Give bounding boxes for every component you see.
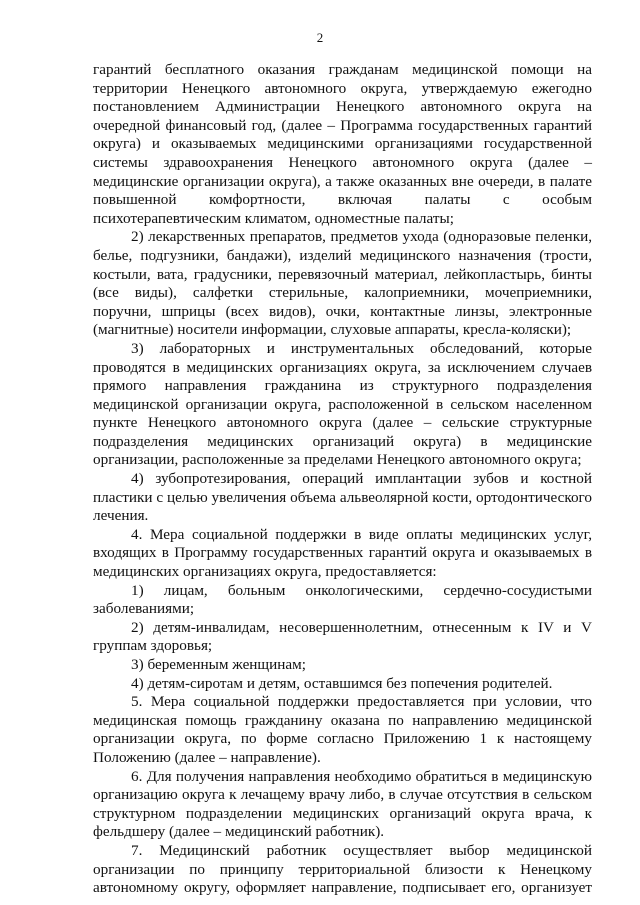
document-body — [93, 61, 592, 898]
paragraph-6: 1) лицам, больным онкологическими, сердечно-сосудистыми заболеваниями; — [93, 581, 592, 618]
paragraph-1: гарантий бесплатного оказания гражданам медицинской помощи на территории Ненецкого автономного округа, утверждаемую ежегодно постановлением Администрации Ненецкого автономного округа на очередной финансовый год, (далее – Программа государственных гарантий округа) и оказываемых медицинскими организациями государственной системы здравоохранения Ненецкого автономного округа (далее – медицинские организации округа), а также оказанных вне очереди, в палате повышенной комфортности, включая палаты с особым психотерапевтическим климатом, одноместные палаты; — [93, 61, 592, 227]
paragraph-2: 2) лекарственных препаратов, предметов ухода (одноразовые пеленки, белье, подгузники, бандажи), изделий медицинского назначения (трости, костыли, вата, градусники, перевязочный материал, лейкопластырь, бинты (все виды), салфетки стерильные, калоприемники, мочеприемники, поручни, шприцы (всех видов), очки, контактные линзы, электронные (магнитные) носители информации, слуховые аппараты, кресла-коляски); — [93, 228, 592, 339]
page-number: 2 — [316, 30, 324, 45]
paragraph-3: 3) лабораторных и инструментальных обследований, которые проводятся в медицинских организациях округа, за исключением случаев прямого направления гражданина из структурного подразделения медицинской организации округа, расположенной в сельском населенном пункте Ненецкого автономного округа (далее – сельские структурные подразделения медицинских организаций округа) в медицинские организации, расположенные за пределами Ненецкого автономного округа; — [93, 339, 592, 469]
paragraph-8: 3) беременным женщинам; — [131, 656, 306, 673]
paragraph-7: 2) детям-инвалидам, несовершеннолетним, отнесенным к IV и V группам здоровья; — [93, 618, 592, 655]
paragraph-4: 4) зубопротезирования, операций имплантации зубов и костной пластики с целью увеличения объема альвеолярной кости, ортодонтического лечения. — [93, 470, 592, 525]
paragraph-9: 4) детям-сиротам и детям, оставшимся без попечения родителей. — [131, 674, 553, 692]
paragraph-11: 6. Для получения направления необходимо обратиться в медицинскую организацию округа к лечащему врачу либо, в случае отсутствия в сельском структурном подразделении медицинских организаций округа врача, к фельдшеру (далее – медицинский работник). — [93, 767, 592, 841]
paragraph-12: 7. Медицинский работник осуществляет выбор медицинской организации по принципу территориальной близости к Ненецкому автономному округу, оформляет направление, подписывает его, организует — [93, 841, 592, 897]
paragraph-10: 5. Мера социальной поддержки предоставляется при условии, что медицинская помощь гражданину оказана по направлению медицинской организации округа, по форме согласно Приложению 1 к настоящему Положению (далее – направление). — [93, 693, 592, 766]
paragraph-5: 4. Мера социальной поддержки в виде оплаты медицинских услуг, входящих в Программу государственных гарантий округа и оказываемых в медицинских организациях округа, предоставляется: — [93, 525, 592, 581]
